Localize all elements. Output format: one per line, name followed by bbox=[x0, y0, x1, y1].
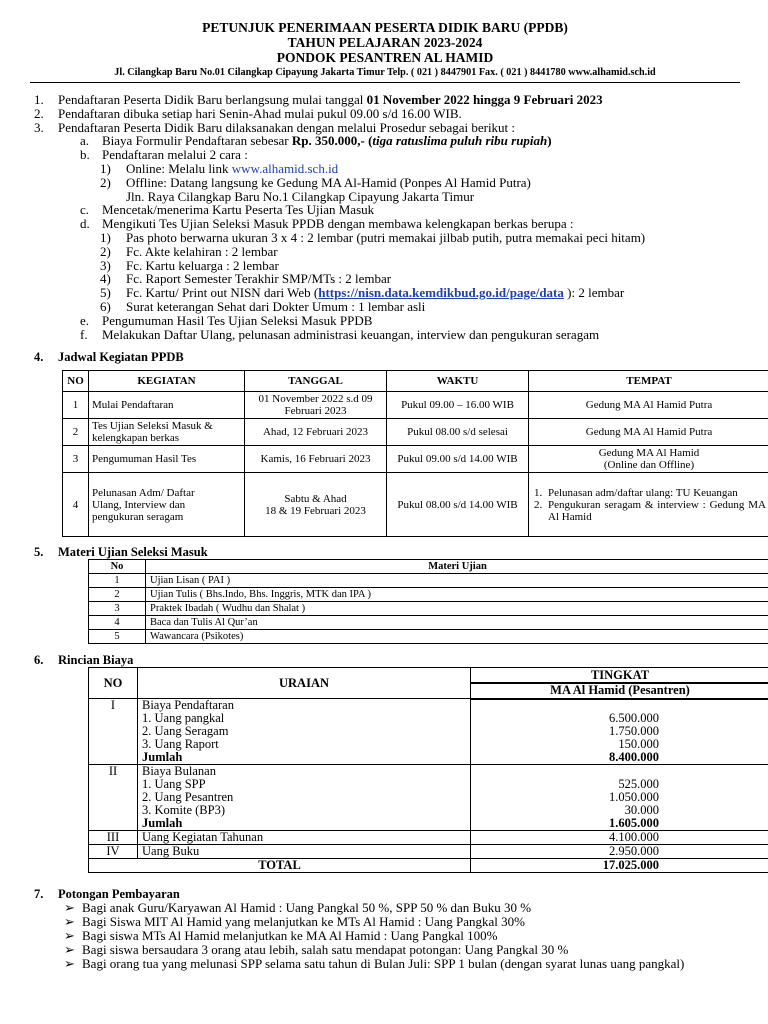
cell-value bbox=[471, 765, 768, 779]
header-title: PETUNJUK PENERIMAAN PESERTA DIDIK BARU (PPDB) bbox=[202, 20, 568, 35]
cell-uraian: 3. Uang Raport bbox=[138, 738, 471, 751]
cell-materi: Ujian Lisan ( PAI ) bbox=[146, 574, 768, 588]
tempat-line-2: (Online dan Offline) bbox=[603, 459, 695, 472]
item-letter: f. bbox=[80, 326, 88, 342]
cell-no: I bbox=[89, 699, 138, 713]
col-header-waktu: WAKTU bbox=[387, 371, 529, 392]
item-text: Bagi anak Guru/Karyawan Al Hamid : Uang Pangkal 50 %, SPP 50 % dan Buku 30 % bbox=[82, 900, 532, 916]
cell-tanggal: Ahad, 12 Februari 2023 bbox=[245, 419, 387, 446]
item-text: Fc. Kartu/ Print out NISN dari Web ( bbox=[126, 285, 319, 301]
header-year: TAHUN PELAJARAN 2023-2024 bbox=[287, 35, 483, 50]
sub-item-c bbox=[30, 203, 740, 217]
tanggal-line-2: 18 & 19 Februari 2023 bbox=[265, 504, 366, 517]
item-letter: b. bbox=[80, 147, 90, 163]
sub-sub-item-d1 bbox=[30, 231, 740, 245]
cell-value: 1.750.000 bbox=[471, 725, 768, 738]
item-text: Online: Melalu link bbox=[126, 160, 232, 176]
header-address: Jl. Cilangkap Baru No.01 Cilangkap Cipayung Jakarta Timur Telp. ( 021 ) 8447901 Fax. ( 021 ) 8441780 www.alhamid.sch.id bbox=[114, 67, 656, 78]
cell-value: 30.000 bbox=[471, 804, 768, 817]
table-row bbox=[89, 602, 768, 616]
item-number: 1. bbox=[34, 92, 44, 107]
table-row bbox=[89, 831, 768, 845]
cell-no bbox=[89, 817, 138, 831]
item-letter: c. bbox=[80, 202, 90, 218]
item-text: Melakukan Daftar Ulang, pelunasan administrasi keuangan, interview dan pengukuran seragam bbox=[102, 326, 600, 342]
item-text: Fc. Akte kelahiran : 2 lembar bbox=[126, 243, 278, 259]
col-header-tanggal: TANGGAL bbox=[245, 371, 387, 392]
item-number: 3. bbox=[34, 119, 44, 135]
registration-period: 01 November 2022 hingga 9 Februari 2023 bbox=[366, 92, 603, 107]
item-number: 2) bbox=[100, 243, 111, 259]
section-number: 4. bbox=[34, 350, 44, 365]
list-item-3 bbox=[30, 121, 740, 135]
sub-sub-item-b2 bbox=[30, 176, 740, 190]
exam-subjects-table bbox=[88, 559, 768, 644]
cell-tanggal bbox=[245, 473, 387, 537]
item-number: 1) bbox=[100, 160, 111, 176]
cell-materi: Ujian Tulis ( Bhs.Indo, Bhs. Inggris, MTK dan IPA ) bbox=[146, 588, 768, 602]
cell-waktu: Pukul 08.00 s/d selesai bbox=[387, 419, 529, 446]
item-text: Pelunasan adm/daftar ulang: TU Keuangan bbox=[548, 486, 738, 499]
item-text: Bagi Siswa MIT Al Hamid yang melanjutkan ke MTs Al Hamid : Uang Pangkal 30% bbox=[82, 914, 525, 930]
cell-materi: Praktek Ibadah ( Wudhu dan Shalat ) bbox=[146, 602, 768, 616]
table-row bbox=[89, 616, 768, 630]
table-header-row bbox=[63, 371, 768, 392]
sub-sub-item-b1 bbox=[30, 162, 740, 176]
list-item-2 bbox=[30, 107, 740, 121]
cell-value: 2.950.000 bbox=[471, 845, 768, 859]
cell-no: 4 bbox=[89, 616, 146, 630]
section-number: 7. bbox=[34, 887, 44, 902]
item-number: 3) bbox=[100, 257, 111, 273]
cell-no bbox=[89, 778, 138, 791]
cell-waktu: Pukul 08.00 s/d 14.00 WIB bbox=[387, 473, 529, 537]
cell-uraian: 3. Komite (BP3) bbox=[138, 804, 471, 817]
form-fee-words: tiga ratuslima puluh ribu rupiah bbox=[372, 133, 548, 149]
col-header-no: NO bbox=[63, 371, 89, 392]
item-text: Pas photo berwarna ukuran 3 x 4 : 2 lembar (putri memakai jilbab putih, putra memakai peci hitam) bbox=[126, 229, 646, 245]
cell-value bbox=[471, 699, 768, 713]
cell-no: 5 bbox=[89, 630, 146, 644]
cell-kegiatan: Pengumuman Hasil Tes bbox=[89, 446, 245, 473]
tempat-list bbox=[532, 487, 766, 523]
item-text: Mencetak/menerima Kartu Peserta Tes Ujian Masuk bbox=[102, 202, 375, 218]
table-row bbox=[63, 473, 768, 537]
cell-uraian: Uang Buku bbox=[138, 845, 471, 859]
cell-kegiatan: Pelunasan Adm/ Daftar Ulang, Interview dan pengukuran seragam bbox=[89, 473, 245, 537]
item-number: 1) bbox=[100, 229, 111, 245]
item-text: Offline: Datang langsung ke Gedung MA Al-Hamid (Ponpes Al Hamid Putra) bbox=[126, 174, 531, 190]
form-fee: Rp. 350.000,- ( bbox=[291, 133, 373, 149]
total-label: TOTAL bbox=[89, 859, 471, 873]
item-text: Pendaftaran Peserta Didik Baru dilaksanakan dengan melalui Prosedur sebagai berikut : bbox=[58, 119, 516, 135]
arrow-bullet-icon: ➢ bbox=[64, 927, 75, 943]
list-item bbox=[60, 929, 740, 943]
table-row bbox=[89, 630, 768, 644]
item-text: Fc. Raport Semester Terakhir SMP/MTs : 2 lembar bbox=[126, 271, 392, 287]
cell-no: 2 bbox=[89, 588, 146, 602]
cell-uraian: Biaya Bulanan bbox=[138, 765, 471, 779]
col-header-kegiatan: KEGIATAN bbox=[89, 371, 245, 392]
cell-no bbox=[89, 791, 138, 804]
cell-no: 2 bbox=[63, 419, 89, 446]
cell-no: III bbox=[89, 831, 138, 845]
col-header-uraian: URAIAN bbox=[138, 668, 471, 699]
section-title: Jadwal Kegiatan PPDB bbox=[58, 350, 184, 365]
table-row bbox=[89, 845, 768, 859]
sub-item-e bbox=[30, 314, 740, 328]
cell-uraian: 2. Uang Pesantren bbox=[138, 791, 471, 804]
cell-value: 4.100.000 bbox=[471, 831, 768, 845]
table-header-row bbox=[89, 560, 768, 574]
item-text: Bagi siswa MTs Al Hamid melanjutkan ke MA Al Hamid : Uang Pangkal 100% bbox=[82, 927, 498, 943]
item-text: Pengukuran seragam & interview : Gedung MA Al Hamid bbox=[548, 498, 766, 523]
sub-item-d bbox=[30, 217, 740, 231]
item-number: 2. bbox=[534, 498, 543, 511]
cell-uraian: 1. Uang pangkal bbox=[138, 712, 471, 725]
table-row bbox=[63, 419, 768, 446]
section-6-heading bbox=[30, 653, 740, 667]
item-number: 2. bbox=[34, 105, 44, 121]
discount-list bbox=[60, 901, 740, 970]
cell-no: 1 bbox=[89, 574, 146, 588]
list-item bbox=[532, 487, 766, 499]
cell-no bbox=[89, 725, 138, 738]
cell-tempat: Gedung MA Al Hamid Putra bbox=[529, 392, 768, 419]
section-title: Rincian Biaya bbox=[58, 653, 134, 668]
item-number: 5) bbox=[100, 285, 111, 301]
section-number: 5. bbox=[34, 545, 44, 560]
col-header-tingkat: TINGKAT bbox=[471, 668, 768, 683]
total-row bbox=[89, 859, 768, 873]
fee-table bbox=[88, 667, 768, 873]
list-item bbox=[60, 957, 740, 971]
cell-materi: Baca dan Tulis Al Qur’an bbox=[146, 616, 768, 630]
list-item bbox=[60, 901, 740, 915]
arrow-bullet-icon: ➢ bbox=[64, 941, 75, 957]
cell-no: IV bbox=[89, 845, 138, 859]
section-7-heading bbox=[30, 887, 740, 901]
cell-materi: Wawancara (Psikotes) bbox=[146, 630, 768, 644]
cell-value: 150.000 bbox=[471, 738, 768, 751]
cell-tanggal: 01 November 2022 s.d 09 Februari 2023 bbox=[245, 392, 387, 419]
table-row bbox=[63, 446, 768, 473]
cell-value: 1.605.000 bbox=[471, 817, 768, 831]
tanggal-line-1: Sabtu & Ahad bbox=[284, 492, 347, 505]
cell-value: 8.400.000 bbox=[471, 751, 768, 765]
sub-sub-item-d2 bbox=[30, 245, 740, 259]
cell-uraian: 2. Uang Seragam bbox=[138, 725, 471, 738]
website-link[interactable]: www.alhamid.sch.id bbox=[231, 160, 339, 176]
cell-value: 525.000 bbox=[471, 778, 768, 791]
col-header-tempat: TEMPAT bbox=[529, 371, 768, 392]
sub-item-b bbox=[30, 148, 740, 162]
cell-no: 3 bbox=[89, 602, 146, 616]
cell-uraian: 1. Uang SPP bbox=[138, 778, 471, 791]
table-row bbox=[63, 392, 768, 419]
form-fee-close: ) bbox=[547, 133, 552, 149]
nisn-link[interactable]: https://nisn.data.kemdikbud.go.id/page/data bbox=[318, 285, 564, 301]
item-letter: a. bbox=[80, 133, 90, 149]
section-title: Materi Ujian Seleksi Masuk bbox=[58, 545, 208, 560]
cell-tanggal: Kamis, 16 Februari 2023 bbox=[245, 446, 387, 473]
sub-sub-item-d3 bbox=[30, 259, 740, 273]
item-number: 2) bbox=[100, 174, 111, 190]
cell-waktu: Pukul 09.00 s/d 14.00 WIB bbox=[387, 446, 529, 473]
col-header-materi: Materi Ujian bbox=[146, 560, 768, 574]
item-text: Pengumuman Hasil Tes Ujian Seleksi Masuk PPDB bbox=[102, 312, 373, 328]
list-item bbox=[532, 499, 766, 523]
item-text: Surat keterangan Sehat dari Dokter Umum : 1 lembar asli bbox=[126, 298, 426, 314]
cell-uraian: Jumlah bbox=[138, 817, 471, 831]
section-4-heading bbox=[30, 350, 740, 364]
item-text: Pendaftaran Peserta Didik Baru berlangsung mulai tanggal bbox=[58, 92, 367, 107]
cell-no: 1 bbox=[63, 392, 89, 419]
cell-no bbox=[89, 712, 138, 725]
item-text-end: ): 2 lembar bbox=[563, 285, 625, 301]
cell-tempat bbox=[529, 446, 768, 473]
col-header-no: No bbox=[89, 560, 146, 574]
sub-sub-item-d5 bbox=[30, 286, 740, 300]
document-header bbox=[30, 20, 740, 83]
table-row bbox=[89, 699, 768, 713]
cell-no bbox=[89, 804, 138, 817]
total-value: 17.025.000 bbox=[471, 859, 768, 873]
item-text: Mengikuti Tes Ujian Seleksi Masuk PPDB dengan membawa kelengkapan berkas berupa : bbox=[102, 216, 574, 232]
address-line: Jln. Raya Cilangkap Baru No.1 Cilangkap Cipayung Jakarta Timur bbox=[126, 188, 475, 204]
item-letter: d. bbox=[80, 216, 90, 232]
schedule-table bbox=[62, 370, 768, 537]
table-row bbox=[89, 817, 768, 831]
table-row bbox=[89, 738, 768, 751]
item-text: Pendaftaran melalui 2 cara : bbox=[102, 147, 248, 163]
cell-no bbox=[89, 738, 138, 751]
table-row bbox=[89, 804, 768, 817]
cell-no: II bbox=[89, 765, 138, 779]
header-institution: PONDOK PESANTREN AL HAMID bbox=[276, 50, 494, 65]
tempat-line-1: Gedung MA Al Hamid bbox=[598, 447, 700, 460]
sub-sub-item-d6 bbox=[30, 300, 740, 314]
table-row bbox=[89, 751, 768, 765]
table-row bbox=[89, 574, 768, 588]
cell-no bbox=[89, 751, 138, 765]
cell-kegiatan: Tes Ujian Seleksi Masuk & kelengkapan berkas bbox=[89, 419, 245, 446]
item-text: Bagi siswa bersaudara 3 orang atau lebih, salah satu mendapat potongan: Uang Pangkal 30 % bbox=[82, 941, 569, 957]
section-number: 6. bbox=[34, 653, 44, 668]
cell-value: 6.500.000 bbox=[471, 712, 768, 725]
table-row bbox=[89, 765, 768, 779]
sub-item-a bbox=[30, 134, 740, 148]
item-text: Pendaftaran dibuka setiap hari Senin-Ahad mulai pukul 09.00 s/d 16.00 WIB. bbox=[58, 105, 462, 121]
section-title: Potongan Pembayaran bbox=[58, 887, 180, 902]
item-number: 4) bbox=[100, 271, 111, 287]
sub-sub-item-d4 bbox=[30, 272, 740, 286]
cell-uraian: Uang Kegiatan Tahunan bbox=[138, 831, 471, 845]
item-text: Biaya Formulir Pendaftaran sebesar bbox=[102, 133, 292, 149]
table-row bbox=[89, 588, 768, 602]
section-5-heading bbox=[30, 545, 740, 559]
table-header-row bbox=[89, 668, 768, 683]
cell-no: 3 bbox=[63, 446, 89, 473]
list-item bbox=[60, 915, 740, 929]
col-header-no: NO bbox=[89, 668, 138, 699]
cell-kegiatan: Mulai Pendaftaran bbox=[89, 392, 245, 419]
col-header-ma: MA Al Hamid (Pesantren) bbox=[471, 683, 768, 699]
item-text: Fc. Kartu keluarga : 2 lembar bbox=[126, 257, 279, 273]
cell-waktu: Pukul 09.00 – 16.00 WIB bbox=[387, 392, 529, 419]
item-number: 6) bbox=[100, 298, 111, 314]
cell-value: 1.050.000 bbox=[471, 791, 768, 804]
cell-tempat bbox=[529, 473, 768, 537]
cell-uraian: Jumlah bbox=[138, 751, 471, 765]
list-item bbox=[60, 943, 740, 957]
cell-uraian: Biaya Pendaftaran bbox=[138, 699, 471, 713]
arrow-bullet-icon: ➢ bbox=[64, 900, 75, 916]
sub-item-f bbox=[30, 328, 740, 342]
cell-no: 4 bbox=[63, 473, 89, 537]
list-item-1 bbox=[30, 93, 740, 107]
item-letter: e. bbox=[80, 312, 90, 328]
arrow-bullet-icon: ➢ bbox=[64, 955, 75, 971]
arrow-bullet-icon: ➢ bbox=[64, 914, 75, 930]
item-text: Bagi orang tua yang melunasi SPP selama satu tahun di Bulan Juli: SPP 1 bulan (dengan syarat lunas uang pangkal) bbox=[82, 955, 685, 971]
cell-tempat: Gedung MA Al Hamid Putra bbox=[529, 419, 768, 446]
item-number: 1. bbox=[534, 486, 543, 499]
